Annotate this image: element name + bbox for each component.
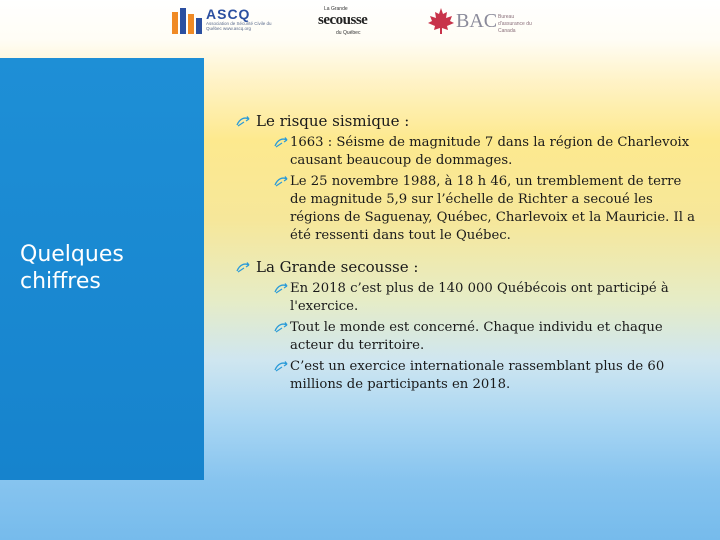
heading-grande-secousse: La Grande secousse : bbox=[236, 258, 696, 277]
grande-secousse-main: secousse bbox=[318, 12, 368, 28]
list-item: En 2018 c’est plus de 140 000 Québécois ont participé à l'exercice. bbox=[236, 280, 696, 316]
maple-leaf-icon bbox=[426, 6, 456, 36]
logo-bar bbox=[0, 0, 720, 50]
list-item: C’est un exercice internationale rassemblant plus de 60 millions de participants en 2018. bbox=[236, 358, 696, 394]
slide-content bbox=[236, 112, 696, 407]
arrow-bullet-icon bbox=[274, 283, 290, 294]
arrow-bullet-icon bbox=[274, 176, 290, 187]
list-item: Le 25 novembre 1988, à 18 h 46, un tremblement de terre de magnitude 5,9 sur l’échelle de Richter a secoué les régions de Saguenay, Québec, Charlevoix et la Mauricie. Il a été ressenti dans tout le Québec. bbox=[236, 173, 696, 245]
arrow-bullet-icon bbox=[274, 361, 290, 372]
ascq-mark-icon bbox=[172, 8, 202, 34]
heading-seismic-risk: Le risque sismique : bbox=[236, 112, 696, 131]
grande-secousse-logo bbox=[318, 6, 380, 38]
bac-name: BAC bbox=[456, 10, 498, 32]
ascq-name: ASCQ bbox=[206, 6, 251, 22]
bac-subtitle: Bureau d'assurance du Canada bbox=[498, 14, 532, 34]
arrow-bullet-icon bbox=[274, 137, 290, 148]
ascq-logo bbox=[172, 6, 284, 38]
grande-secousse-top: La Grande bbox=[324, 6, 348, 12]
arrow-bullet-icon bbox=[274, 322, 290, 333]
ascq-subtitle: Association de Sécurité Civile du Québec www.ascq.org bbox=[206, 21, 272, 31]
list-item: 1663 : Séisme de magnitude 7 dans la région de Charlevoix causant beaucoup de dommages. bbox=[236, 134, 696, 170]
arrow-bullet-icon bbox=[236, 116, 252, 127]
grande-secousse-list bbox=[236, 280, 696, 394]
grande-secousse-bottom: du Québec bbox=[336, 30, 361, 36]
arrow-bullet-icon bbox=[236, 262, 252, 273]
list-item: Tout le monde est concerné. Chaque individu et chaque acteur du territoire. bbox=[236, 319, 696, 355]
slide-title: Quelques chiffres bbox=[20, 242, 124, 294]
bac-logo bbox=[426, 6, 536, 38]
seismic-risk-list bbox=[236, 134, 696, 245]
